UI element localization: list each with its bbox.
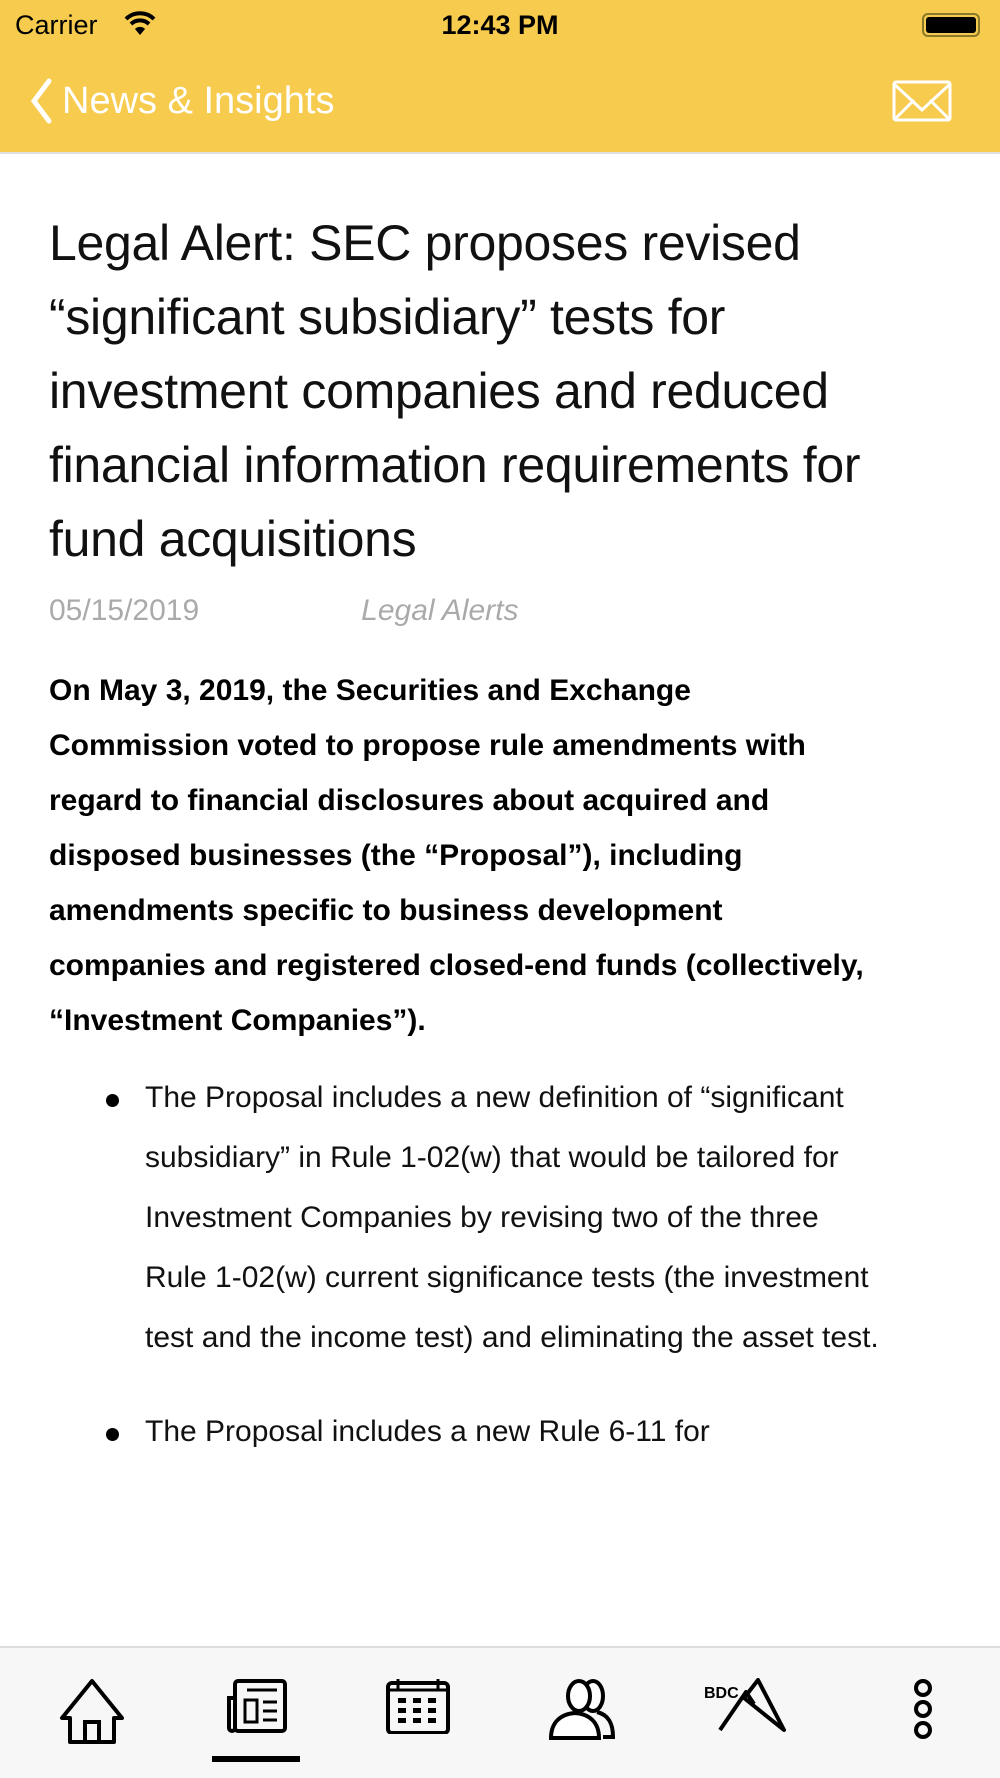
tab-news[interactable] (211, 1678, 301, 1758)
article (49, 206, 929, 1496)
back-label: News & Insights (62, 79, 335, 122)
tab-calendar[interactable] (373, 1678, 463, 1758)
article-lead: On May 3, 2019, the Securities and Exchange Commission voted to propose rule amendments with regard to financial disclosures about acquired and disposed businesses (the “Proposal”), including amendments specific to business development companies and registered closed-end funds (collectively, “Investment Companies”). (49, 674, 864, 1037)
bdc-label: BDC (704, 1685, 739, 1702)
list-item: The Proposal includes a new Rule 6-11 for (49, 1402, 879, 1462)
tab-bar (0, 1646, 1000, 1778)
calendar-icon (385, 1678, 451, 1734)
battery-icon (922, 13, 980, 37)
bullet-list (49, 1068, 929, 1462)
more-icon (911, 1678, 935, 1740)
tab-bdc[interactable] (700, 1678, 810, 1758)
header (0, 0, 1000, 154)
back-button[interactable] (30, 78, 334, 124)
article-date: 05/15/2019 (49, 594, 200, 627)
envelope-icon[interactable] (892, 80, 952, 122)
clock: 12:43 PM (441, 10, 559, 40)
article-title: Legal Alert: SEC proposes revised “significant subsidiary” tests for investment companies and reduced financial information requirements for fund acquisitions (49, 215, 861, 567)
people-icon (547, 1678, 619, 1740)
newspaper-icon (221, 1678, 291, 1734)
article-category[interactable]: Legal Alerts (361, 594, 519, 627)
tab-people[interactable] (538, 1678, 628, 1758)
article-meta (49, 594, 929, 628)
chevron-left-icon (30, 78, 52, 124)
tab-home[interactable] (47, 1678, 137, 1758)
list-item: The Proposal includes a new definition of “significant subsidiary” in Rule 1-02(w) that would be tailored for Investment Companies by revising two of the three Rule 1-02(w) current significance tests (the investment test and the income test) and eliminating the asset test. (49, 1068, 879, 1368)
bdc-mountain-icon (700, 1678, 810, 1734)
carrier-label: Carrier (15, 10, 98, 40)
home-icon (57, 1678, 127, 1744)
tab-more[interactable] (878, 1678, 968, 1758)
active-tab-indicator (212, 1756, 300, 1762)
